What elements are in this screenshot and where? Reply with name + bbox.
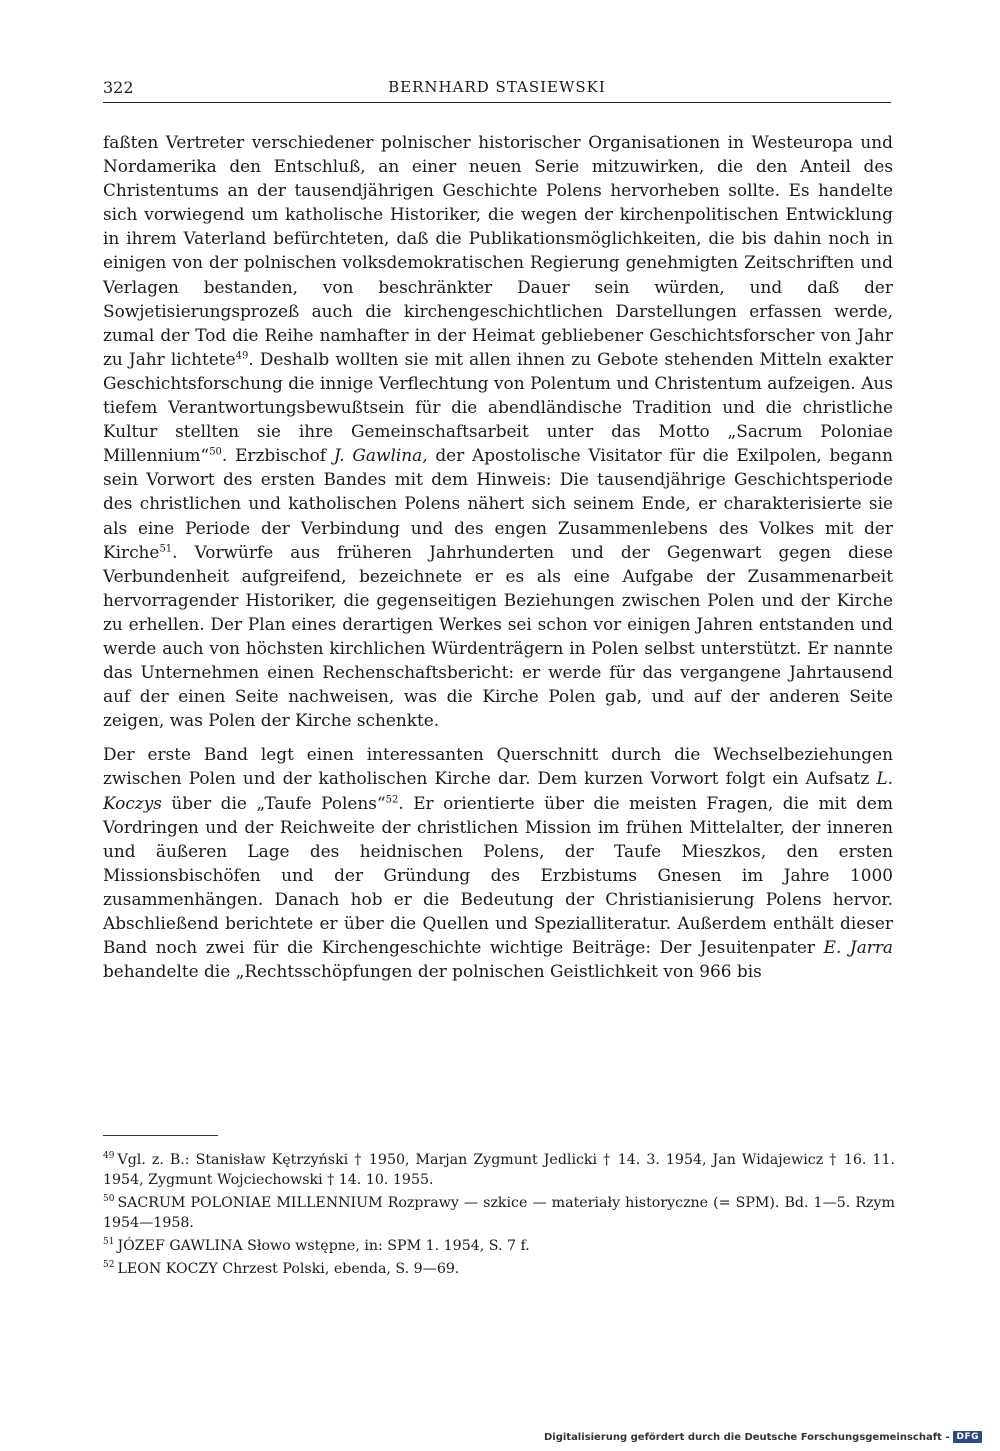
footnote-text: JÓZEF GAWLINA Słowo wstępne, in: SPM 1. 1954, S. 7 f. <box>117 1238 530 1254</box>
paragraph <box>103 742 893 983</box>
page-number: 322 <box>103 78 134 97</box>
paragraph <box>103 130 893 732</box>
credit-text: Digitalisierung gefördert durch die Deutsche Forschungsgemeinschaft - <box>543 1431 950 1443</box>
footnote-text: SACRUM POLONIAE MILLENNIUM Rozprawy — szkice — materiały historyczne (= SPM). Bd. 1—5. Rzym 1954—1958. <box>103 1195 895 1231</box>
footnote-ref-52: 52 <box>385 793 399 805</box>
footnotes <box>103 1150 895 1282</box>
text-run: faßten Vertreter verschiedener polnischer historischer Organisationen in Westeuropa und Nordamerika den Entschluß, an einer neuen Serie mitzuwirken, die den Anteil des Christentums an der tausendjährigen Geschichte Polens hervorheben sollte. Es handelte sich vorwiegend um katholische Historiker, die wegen der kirchenpolitischen Entwicklung in ihrem Vaterland befürchteten, daß die Publikationsmöglichkeiten, die bis dahin noch in einigen von der polnischen volksdemokratischen Regierung genehmigten Zeitschriften und Verlagen bestanden, von beschränkter Dauer sein würden, und daß der Sowjetisierungsprozeß auch die kirchengeschichtlichen Darstellungen erfassen werde, zumal der Tod die Reihe namhafter in der Heimat gebliebener Geschichtsforscher von Jahr zu Jahr lichtete <box>103 132 893 369</box>
body-text <box>103 130 893 983</box>
footnote-divider <box>103 1135 218 1136</box>
text-run: . Erzbischof <box>221 445 334 466</box>
footnote-ref-50: 50 <box>209 446 222 458</box>
footnote-52 <box>103 1259 895 1279</box>
text-run: . Vorwürfe aus früheren Jahrhunderten und der Gegenwart gegen diese Verbundenheit aufgreifend, bezeichnete er es als eine Aufgabe der Zusammenarbeit hervorragender Historiker, die gegenseitigen Beziehungen zwischen Polen und der Kirche zu erhellen. Der Plan eines derartigen Werkes sei schon vor einigen Jahren entstanden und werde auch von höchsten kirchlichen Würdenträgern in Polen selbst unterstützt. Er nannte das Unternehmen einen Rechenschaftsbericht: er werde für das vergangene Jahrtausend auf der einen Seite nachweisen, was die Kirche Polen gab, und auf der anderen Seite zeigen, was Polen der Kirche schenkte. <box>103 541 893 731</box>
text-run: über die „Taufe Polens“ <box>161 792 386 813</box>
author-name-koczy: L. Koczys <box>103 768 893 813</box>
footnote-49 <box>103 1150 895 1190</box>
footnote-mark: 50 <box>103 1194 115 1205</box>
text-run: behandelte die „Rechtsschöpfungen der polnischen Geistlichkeit von 966 bis <box>103 961 762 982</box>
text-run: der Apostolische Visitator für die Exilpolen, begann sein Vorwort des ersten Bandes mit dem Hinweis: Die tausendjährige Geschichtsperiode des christlichen und katholischen Polens nähert sich seinem Ende, er charakterisierte sie als eine Periode der Verbindung und des engen Zusammenlebens des Volkes mit der Kirche <box>103 445 893 562</box>
footnote-51 <box>103 1236 895 1256</box>
footnote-text: LEON KOCZY Chrzest Polski, ebenda, S. 9—69. <box>117 1261 460 1277</box>
text-run: Der erste Band legt einen interessanten Querschnitt durch die Wechselbeziehungen zwischen Polen und der katholischen Kirche dar. Dem kurzen Vorwort folgt ein Aufsatz <box>103 744 893 789</box>
text-run: . Deshalb wollten sie mit allen ihnen zu Gebote stehenden Mitteln exakter Geschichtsforschung die innige Verflechtung von Polentum und Christentum aufzeigen. Aus tiefem Verantwortungsbewußtsein für die abendländische Tradition und die christliche Kultur stellten sie ihre Gemeinschaftsarbeit unter das Motto „Sacrum Poloniae Millennium“ <box>103 348 893 466</box>
digitization-credit <box>544 1431 982 1443</box>
footnote-mark: 52 <box>103 1260 115 1271</box>
footnote-text: Vgl. z. B.: Stanisław Kętrzyński † 1950, Marjan Zygmunt Jedlicki † 14. 3. 1954, Jan Widajewicz † 16. 11. 1954, Zygmunt Wojciechowski † 14. 10. 1955. <box>103 1152 895 1188</box>
author-name-jarra: E. Jarra <box>823 937 893 958</box>
footnote-50 <box>103 1193 895 1233</box>
footnote-ref-49: 49 <box>235 350 249 362</box>
footnote-mark: 49 <box>103 1151 115 1162</box>
running-header <box>103 78 891 103</box>
footnote-ref-51: 51 <box>159 542 173 554</box>
running-head-author: BERNHARD STASIEWSKI <box>388 78 606 96</box>
author-name-gawlina: J. Gawlina, <box>333 445 428 466</box>
dfg-logo: DFG <box>953 1431 982 1443</box>
text-run: . Er orientierte über die meisten Fragen, die mit dem Vordringen und der Reichweite der christlichen Mission im frühen Mittelalter, der inneren und äußeren Lage des heidnischen Polens, der Taufe Mieszkos, den ersten Missionsbischöfen und der Gründung des Erzbistums Gnesen im Jahre 1000 zusammenhängen. Danach hob er die Bedeutung der Christianisierung Polens hervor. Abschließend berichtete er über die Quellen und Spezialliteratur. Außerdem enthält dieser Band noch zwei für die Kirchengeschichte wichtige Beiträge: Der Jesuitenpater <box>103 792 893 958</box>
footnote-mark: 51 <box>103 1237 115 1248</box>
